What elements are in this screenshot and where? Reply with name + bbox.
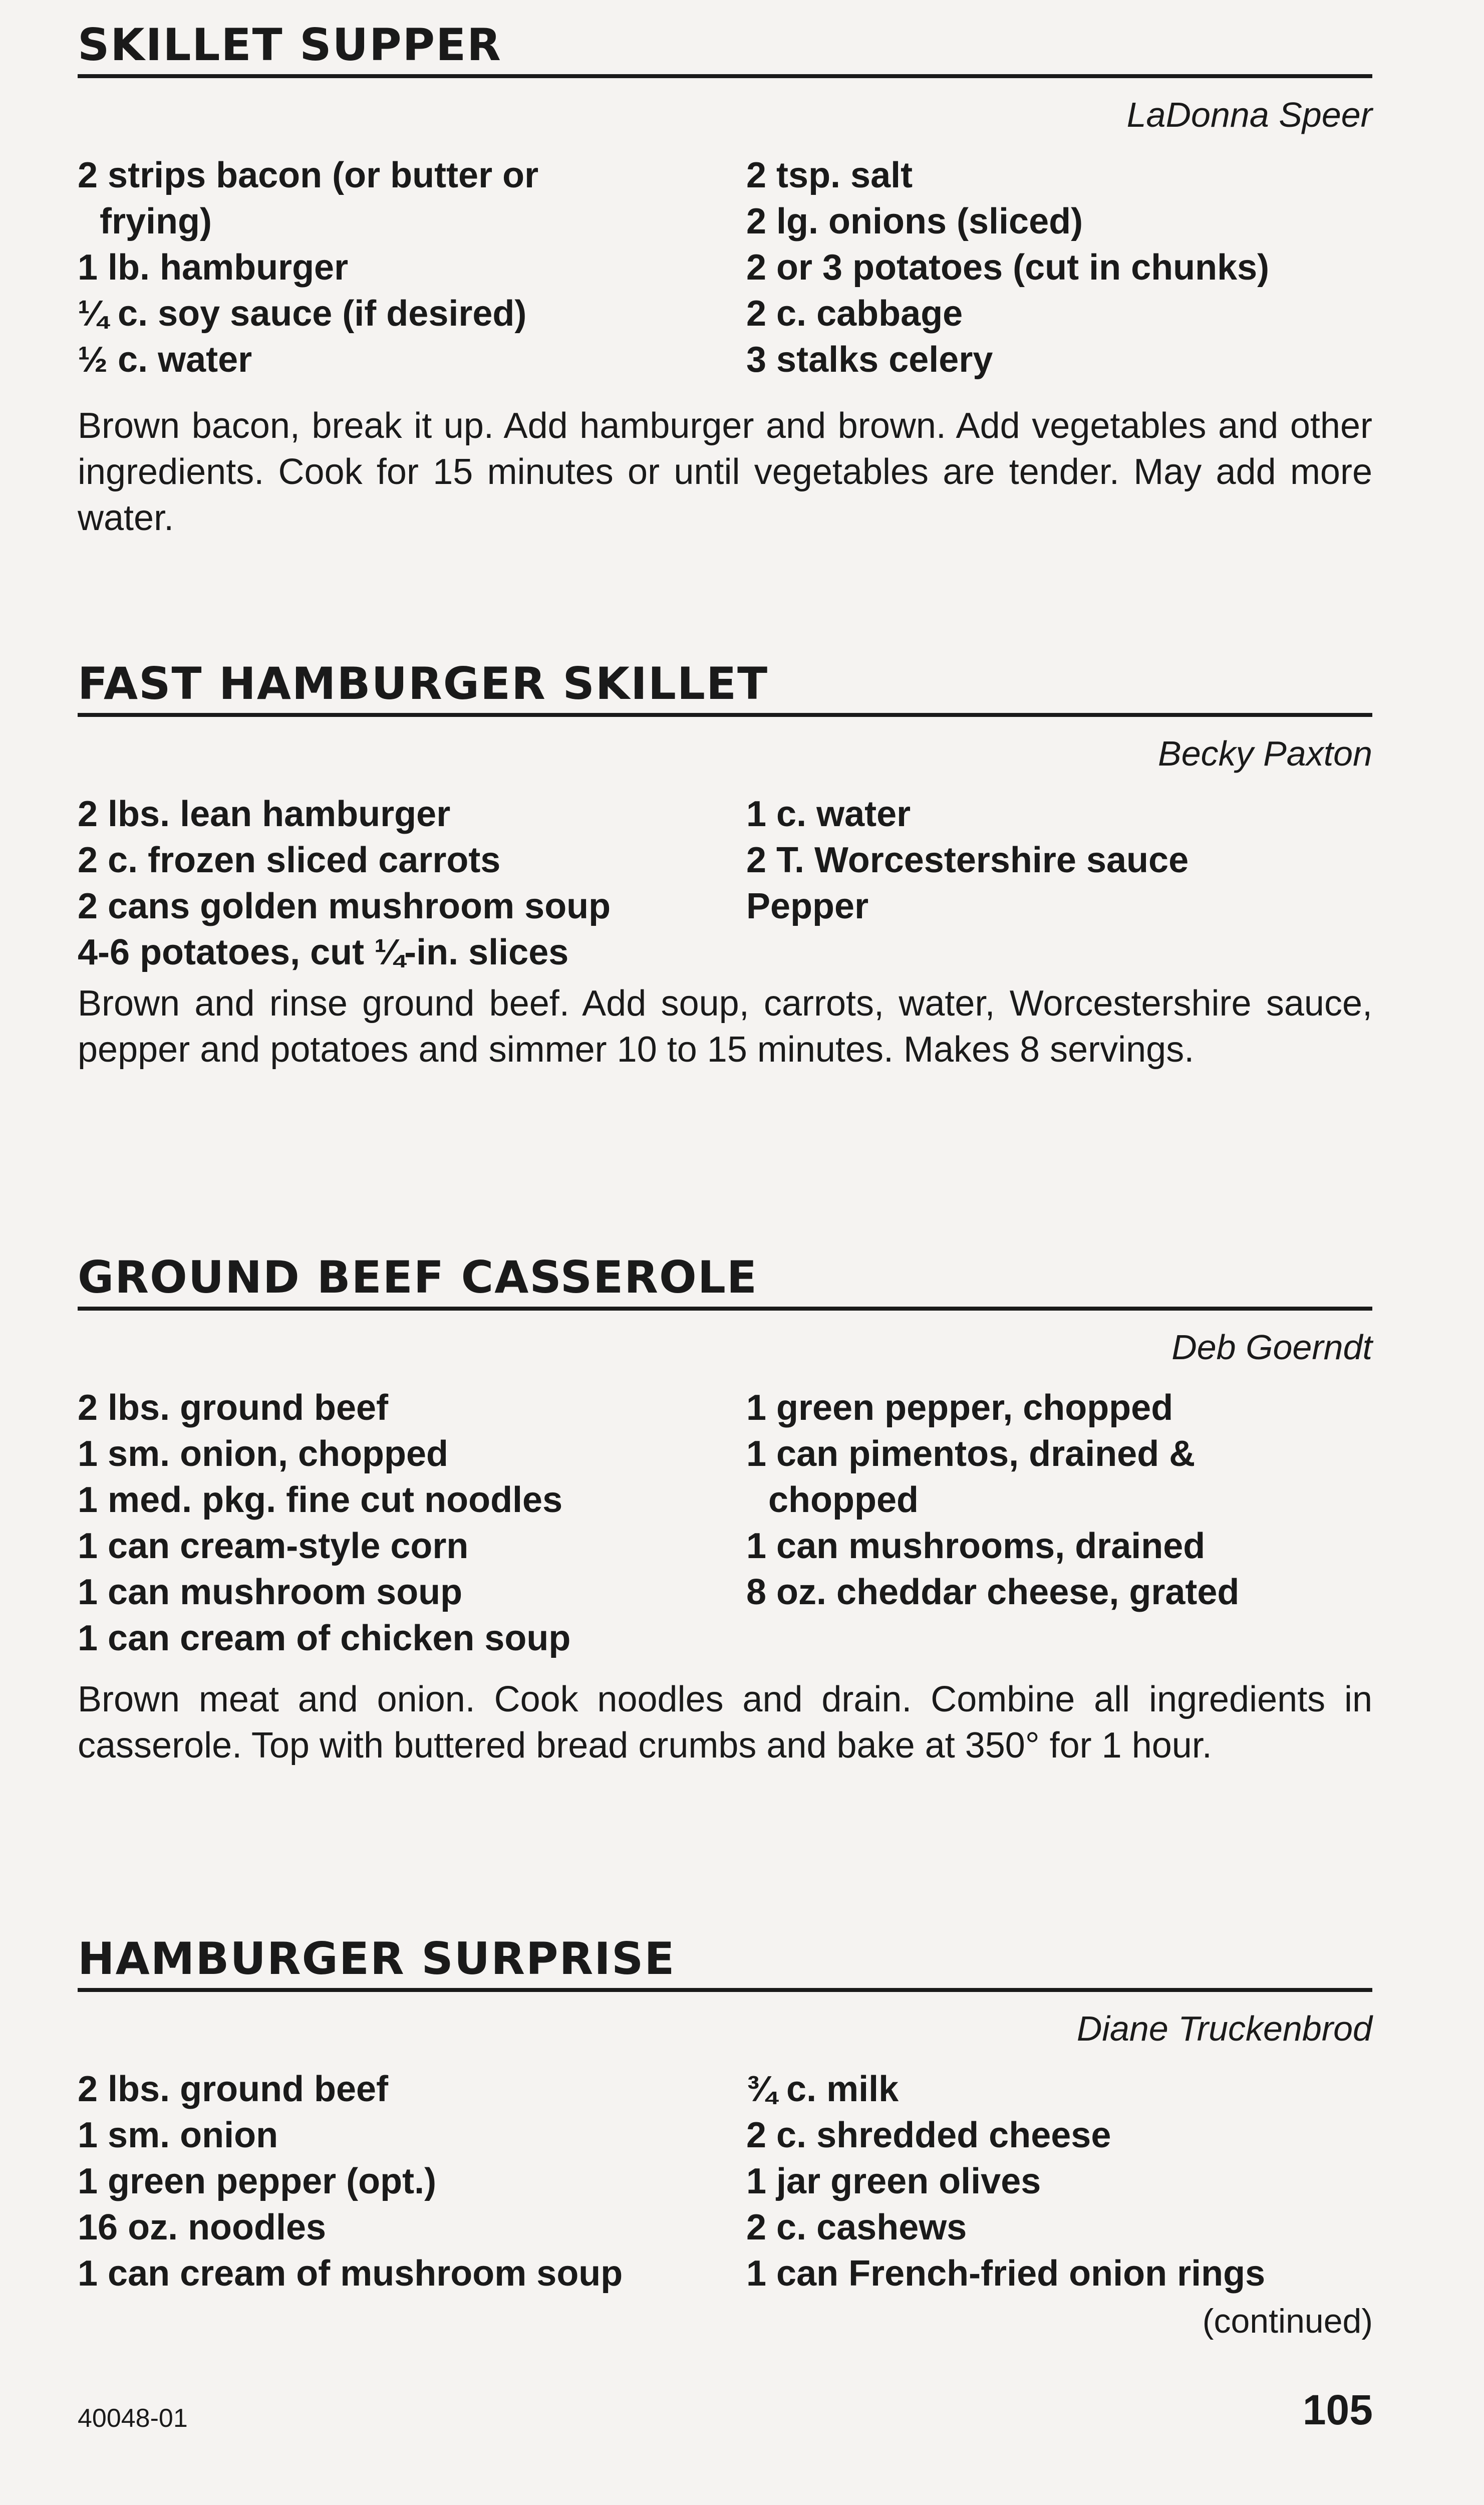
ingredient: 1 can mushroom soup <box>78 1572 463 1612</box>
recipe-title: GROUND BEEF CASSEROLE <box>78 1251 758 1303</box>
ingredient: 1 green pepper (opt.) <box>78 2161 437 2201</box>
ingredient-column-right <box>746 791 1372 975</box>
recipe-author: Diane Truckenbrod <box>1076 2009 1372 2048</box>
ingredient-list <box>78 1385 1372 1661</box>
ingredient: ¾ c. milk <box>746 2069 899 2109</box>
ingredient: 2 lbs. ground beef <box>78 1388 389 1428</box>
ingredient: 1 c. water <box>746 794 911 834</box>
ingredient: 1 can cream of mushroom soup <box>78 2253 623 2294</box>
recipe-directions: Brown and rinse ground beef. Add soup, carrots, water, Worcestershire sauce, pepper and potatoes and simmer 10 to 15 minutes. Makes 8 servings. <box>78 983 1372 1070</box>
ingredient: 1 sm. onion <box>78 2115 278 2155</box>
ingredient: 2 lg. onions (sliced) <box>746 201 1083 241</box>
ingredient: 1 green pepper, chopped <box>746 1388 1173 1428</box>
ingredient: ½ c. water <box>78 340 252 380</box>
title-rule <box>78 1307 1372 1311</box>
ingredient-list <box>78 2066 1372 2297</box>
ingredient: 1 jar green olives <box>746 2161 1041 2201</box>
recipe-author: LaDonna Speer <box>1126 95 1372 134</box>
recipe-hamburger-surprise <box>78 1934 1372 2297</box>
ingredient: 1 can mushrooms, drained <box>746 1526 1206 1566</box>
ingredient-column-right <box>746 152 1372 383</box>
ingredient: 8 oz. cheddar cheese, grated <box>746 1572 1240 1612</box>
ingredient: 1 med. pkg. fine cut noodles <box>78 1480 563 1520</box>
ingredient: 2 T. Worcestershire sauce <box>746 840 1189 880</box>
ingredient-list <box>78 791 1372 975</box>
ingredient-column-left <box>78 1385 746 1661</box>
ingredient-column-right <box>746 1385 1372 1661</box>
ingredient: 2 c. cashews <box>746 2207 967 2247</box>
recipe-author: Deb Goerndt <box>1171 1328 1372 1367</box>
ingredient: 2 lbs. ground beef <box>78 2069 389 2109</box>
ingredient-column-left <box>78 791 746 975</box>
ingredient-list <box>78 152 1372 383</box>
title-rule <box>78 74 1372 78</box>
ingredient: 2 c. cabbage <box>746 294 963 334</box>
recipe-directions: Brown meat and onion. Cook noodles and drain. Combine all ingredients in casserole. Top with buttered bread crumbs and bake at 350° for 1 hour. <box>78 1679 1372 1766</box>
ingredient: 1 can cream of chicken soup <box>78 1618 571 1658</box>
ingredient: 3 stalks celery <box>746 340 993 380</box>
recipe-fast-hamburger-skillet <box>78 659 1372 1109</box>
ingredient: 2 cans golden mushroom soup <box>78 886 611 926</box>
ingredient: 2 c. shredded cheese <box>746 2115 1111 2155</box>
ingredient: 2 c. frozen sliced carrots <box>78 840 501 880</box>
recipe-directions: Brown bacon, break it up. Add hamburger and brown. Add vegetables and other ingredients. Cook for 15 minutes or until vegetables are tender. May add more water. <box>78 406 1372 538</box>
ingredient: chopped <box>768 1480 919 1520</box>
continued-note: (continued) <box>1202 2302 1373 2340</box>
recipe-ground-beef-casserole <box>78 1252 1372 1805</box>
recipe-title: HAMBURGER SURPRISE <box>78 1933 676 1984</box>
ingredient: 2 strips bacon (or butter or <box>78 155 539 195</box>
ingredient-column-left <box>78 2066 746 2297</box>
ingredient: 4-6 potatoes, cut ¼-in. slices <box>78 932 569 972</box>
ingredient: 1 sm. onion, chopped <box>78 1434 449 1474</box>
recipe-skillet-supper <box>78 20 1372 577</box>
ingredient-column-right <box>746 2066 1372 2297</box>
title-rule <box>78 1988 1372 1992</box>
ingredient: 1 can cream-style corn <box>78 1526 469 1566</box>
ingredient: ¼ c. soy sauce (if desired) <box>78 294 527 334</box>
ingredient: 2 lbs. lean hamburger <box>78 794 451 834</box>
title-rule <box>78 713 1372 717</box>
recipe-title: FAST HAMBURGER SKILLET <box>78 658 769 709</box>
recipe-title: SKILLET SUPPER <box>78 19 502 71</box>
ingredient: 2 or 3 potatoes (cut in chunks) <box>746 247 1270 288</box>
ingredient: 1 lb. hamburger <box>78 247 349 288</box>
ingredient: frying) <box>100 201 212 241</box>
ingredient: 2 tsp. salt <box>746 155 913 195</box>
ingredient-column-left <box>78 152 746 383</box>
page-number: 105 <box>1302 2386 1373 2433</box>
ingredient: Pepper <box>746 886 869 926</box>
ingredient: 1 can pimentos, drained & <box>746 1434 1196 1474</box>
ingredient: 16 oz. noodles <box>78 2207 327 2247</box>
recipe-author: Becky Paxton <box>1158 734 1372 773</box>
print-code: 40048-01 <box>78 2404 188 2433</box>
ingredient: 1 can French-fried onion rings <box>746 2253 1266 2294</box>
